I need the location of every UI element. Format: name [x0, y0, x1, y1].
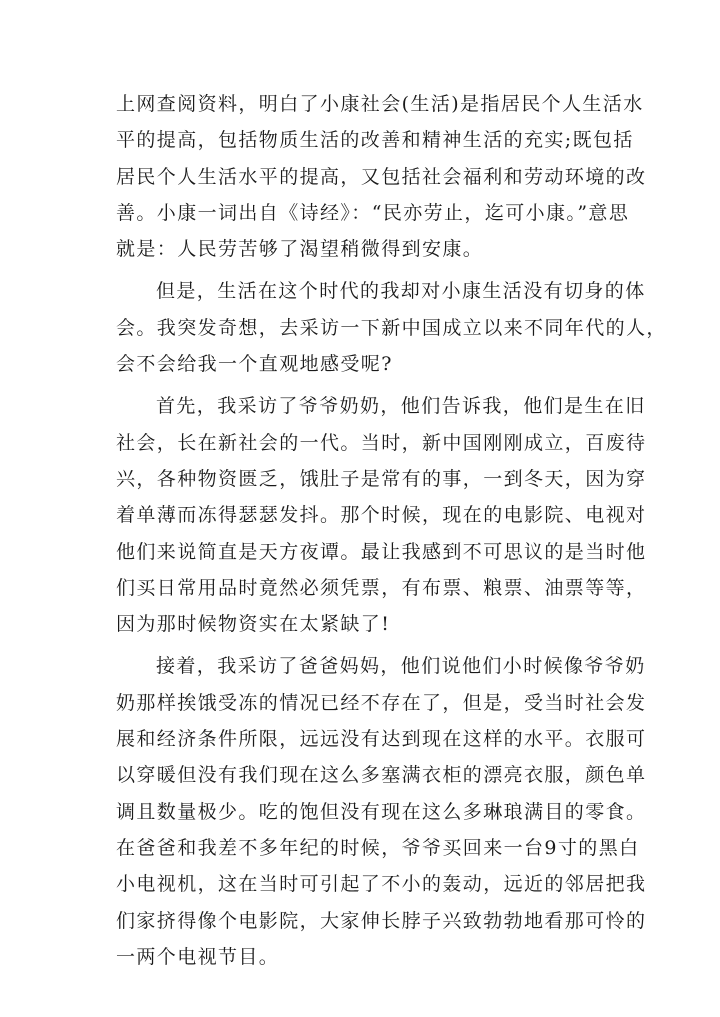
text-line: 奶那样挨饿受冻的情况已经不存在了，但是，受当时社会发 — [116, 691, 647, 714]
text-line: 就是：人民劳苦够了渴望稍微得到安康。 — [116, 238, 484, 261]
text-line: 小电视机，这在当时可引起了不小的轰动，远近的邻居把我 — [116, 873, 647, 896]
text-line: 兴，各种物资匮乏，饿肚子是常有的事，一到冬天，因为穿 — [116, 467, 647, 490]
text-line: 首先，我采访了爷爷奶奶，他们告诉我，他们是生在旧 — [156, 395, 646, 418]
text-line: 一两个电视节目。 — [116, 945, 280, 968]
text-line: 以穿暖但没有我们现在这么多塞满衣柜的漂亮衣服，颜色单 — [116, 764, 647, 787]
paragraph-2 — [116, 273, 667, 382]
text-line: 们买日常用品时竟然必须凭票，有布票、粮票、油票等等， — [116, 576, 647, 599]
text-line: 居民个人生活水平的提高，又包括社会福利和劳动环境的改 — [116, 165, 647, 188]
text-line: 社会，长在新社会的一代。当时，新中国刚刚成立，百废待 — [116, 431, 647, 454]
text-line: 上网查阅资料，明白了小康社会(生活)是指居民个人生活水 — [116, 93, 644, 115]
text-line: 调且数量极少。吃的饱但没有现在这么多琳琅满目的零食。 — [116, 800, 647, 823]
text-line: 们家挤得像个电影院，大家伸长脖子兴致勃勃地看那可怜的 — [116, 909, 647, 932]
text-line: 平的提高，包括物质生活的改善和精神生活的充实;既包括 — [116, 129, 634, 152]
text-line: 因为那时候物资实在太紧缺了! — [116, 613, 391, 636]
paragraph-3 — [116, 388, 647, 642]
text-line: 在爸爸和我差不多年纪的时候，爷爷买回来一台9寸的黑白 — [116, 836, 640, 859]
text-line: 会不会给我一个直观地感受呢? — [116, 353, 393, 376]
text-line: 展和经济条件所限，远远没有达到现在这样的水平。衣服可 — [116, 728, 647, 751]
text-line: 会。我突发奇想，去采访一下新中国成立以来不同年代的人， — [116, 316, 667, 339]
paragraph-1 — [116, 86, 647, 267]
text-line: 但是，生活在这个时代的我却对小康生活没有切身的体 — [156, 280, 646, 303]
text-line: 他们来说简直是天方夜谭。最让我感到不可思议的是当时他 — [116, 540, 647, 563]
text-line: 接着，我采访了爸爸妈妈，他们说他们小时候像爷爷奶 — [156, 655, 646, 678]
text-line: 善。小康一词出自《诗经》：“民亦劳止，迄可小康。”意思 — [116, 201, 630, 224]
document-body — [116, 86, 667, 975]
paragraph-4 — [116, 648, 647, 975]
text-line: 着单薄而冻得瑟瑟发抖。那个时候，现在的电影院、电视对 — [116, 504, 647, 527]
